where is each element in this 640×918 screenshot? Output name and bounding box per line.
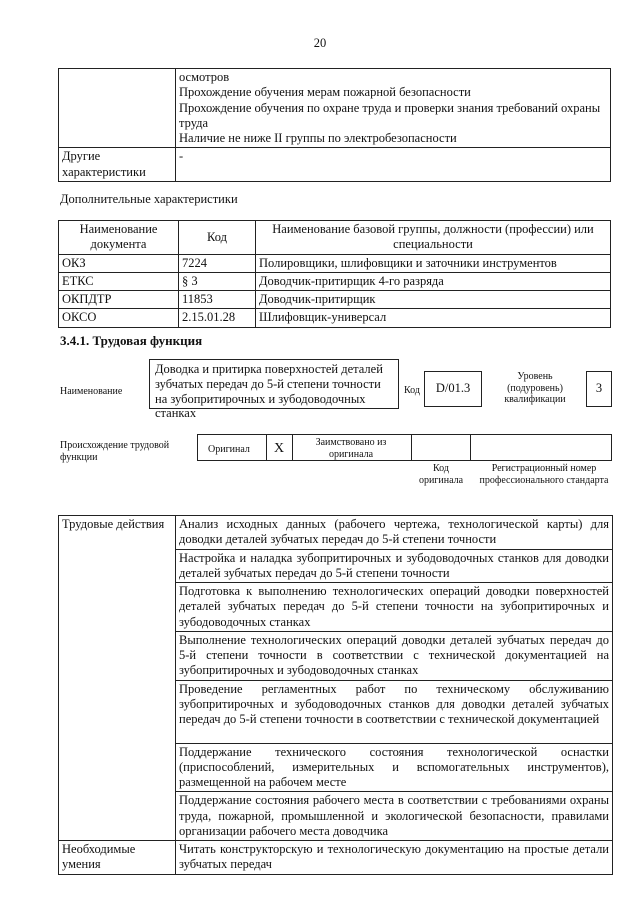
actions-label: Трудовые действия: [59, 516, 176, 841]
cell: ОКЗ: [59, 254, 179, 272]
additional-title: Дополнительные характеристики: [60, 192, 238, 206]
cell: ОКСО: [59, 309, 179, 327]
table-row: [59, 69, 611, 148]
row-value: -: [176, 148, 611, 182]
cell: ОКПДТР: [59, 291, 179, 309]
action-item: Проведение регламентных работ по техническому обслуживанию зубопритирочных и зубодоводочных станков для доводки деталей зубчатых передач до 5-й степени точности в соответствии с технической документацией: [176, 680, 613, 743]
function-code-box: [424, 371, 482, 407]
action-item: Настройка и наладка зубопритирочных и зубодоводочных станков для доводки деталей зубчатых передач до 5-й степени точности: [176, 549, 613, 583]
divider: [292, 435, 293, 460]
origin-label: Происхождение трудовой функции: [60, 440, 170, 463]
table-row: [59, 309, 611, 327]
table-row: [59, 272, 611, 290]
cell: Доводчик-притирщик: [256, 291, 611, 309]
skills-label: Необходимые умения: [59, 841, 176, 875]
cell: ЕТКС: [59, 272, 179, 290]
table-row: [59, 148, 611, 182]
level-box: [586, 371, 612, 407]
cell: 7224: [179, 254, 256, 272]
additional-table: [58, 220, 611, 328]
row-label: Другие характеристики: [59, 148, 176, 182]
skill-item: Читать конструкторскую и технологическую документацию на простые детали зубчатых передач: [176, 841, 613, 875]
function-name-box: [149, 359, 399, 421]
table-header-row: [59, 221, 611, 255]
line: Прохождение обучения по охране труда и проверки знания требований охраны труда: [179, 100, 601, 130]
level-value: 3: [595, 381, 603, 395]
table-row: [59, 291, 611, 309]
line: Прохождение обучения мерам пожарной безопасности: [179, 85, 471, 100]
original-label: Оригинал: [208, 444, 250, 455]
table-row: [59, 254, 611, 272]
cell: 11853: [179, 291, 256, 309]
header-code: Код: [179, 221, 256, 255]
row-label: [59, 69, 176, 148]
action-item: Выполнение технологических операций доводки деталей зубчатых передач до 5-й степени точности в соответствии с технической документацией на зубопритирочных и зубодоводочных станках: [176, 631, 613, 680]
divider: [411, 435, 412, 460]
line: Наличие не ниже II группы по электробезопасности: [179, 131, 457, 145]
function-heading: 3.4.1. Трудовая функция: [60, 333, 203, 348]
top-table: [58, 68, 611, 182]
cell: Полировщики, шлифовщики и заточники инструментов: [256, 254, 611, 272]
action-item: Анализ исходных данных (рабочего чертежа, технологической карты) для доводки деталей зубчатых передач до 5-й степени точности: [176, 516, 613, 550]
page-number: 20: [313, 36, 327, 50]
divider: [470, 435, 471, 460]
level-label: Уровень (подуровень) квалификации: [504, 371, 566, 405]
actions-table: [58, 515, 613, 875]
action-item: Поддержание состояния рабочего места в соответствии с требованиями охраны труда, пожарной, промышленной и экологической безопасности, правилами организации рабочего места доводчика: [176, 792, 613, 841]
name-label: Наименование: [60, 386, 123, 397]
table-row: [59, 516, 613, 550]
function-name: Доводка и притирка поверхностей деталей зубчатых передач до 5-й степени точности на зубопритирочных и зубодоводочных станках: [155, 362, 383, 421]
function-code: D/01.3: [435, 381, 471, 395]
cell: 2.15.01.28: [179, 309, 256, 327]
cell: Шлифовщик-универсал: [256, 309, 611, 327]
cell: § 3: [179, 272, 256, 290]
line: осмотров: [179, 70, 230, 84]
action-item: Поддержание технического состояния технологической оснастки (приспособлений, измерительных и вспомогательных инструментов), размещенной на рабочем месте: [176, 743, 613, 792]
header-name: Наименование базовой группы, должности (профессии) или специальности: [256, 221, 611, 255]
header-doc: Наименование документа: [59, 221, 179, 255]
action-item: Подготовка к выполнению технологических операций доводки поверхностей деталей зубчатых передач до 5-й степени точности на зубопритирочных и зубодоводочных станках: [176, 583, 613, 632]
table-row: [59, 841, 613, 875]
row-value: [176, 69, 611, 148]
borrowed-label: Заимствовано из оригинала: [315, 437, 387, 460]
origin-box: [197, 434, 612, 461]
code-original-caption: Код оригинала: [418, 463, 464, 486]
original-mark: X: [273, 441, 285, 456]
reg-number-caption: Регистрационный номер профессионального стандарта: [479, 463, 609, 486]
cell: Доводчик-притирщик 4-го разряда: [256, 272, 611, 290]
code-label: Код: [404, 385, 420, 396]
